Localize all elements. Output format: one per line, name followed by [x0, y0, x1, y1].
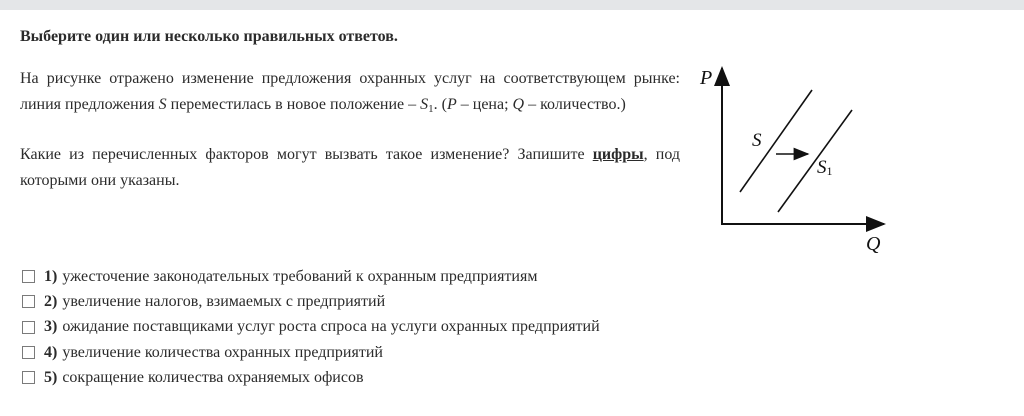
option-text: ожидание поставщиками услуг роста спроса на услуги охранных предприятий: [62, 318, 600, 336]
task-paragraph-1: На рисунке отражено изменение предложения охранных услуг на соответствующем рынке: линия предложения S переместилась в новое положение – $S_1$. (P – цена; Q – количество.): [20, 70, 680, 115]
instruction-text: Выберите один или несколько правильных ответов.: [20, 28, 398, 45]
supply-label-s1: S1: [817, 157, 833, 178]
p-axis-label: P: [700, 67, 713, 89]
q-axis-label: Q: [866, 233, 881, 255]
option-number: 5): [44, 368, 58, 386]
checkbox-option-1[interactable]: [22, 270, 35, 283]
option-text: ужесточение законодательных требований к охранным предприятиям: [62, 267, 538, 285]
supply-shift-graph: [690, 60, 890, 260]
supply-label-s: S: [752, 130, 762, 151]
option-number: 4): [44, 343, 58, 361]
answer-options: [22, 264, 600, 390]
task-paragraph-2: Какие из перечисленных факторов могут вызвать такое изменение? Запишите цифры, под которыми они указаны.: [20, 146, 681, 189]
option-3[interactable]: [22, 315, 600, 340]
option-text: увеличение налогов, взимаемых с предприятий: [62, 292, 386, 310]
checkbox-option-3[interactable]: [22, 321, 35, 334]
option-2[interactable]: [22, 289, 600, 314]
option-5[interactable]: [22, 365, 600, 390]
option-number: 1): [44, 267, 58, 285]
checkbox-option-5[interactable]: [22, 371, 35, 384]
task-text: [20, 66, 680, 194]
option-text: сокращение количества охраняемых офисов: [62, 368, 364, 386]
supply-line-s: [740, 90, 812, 192]
option-text: увеличение количества охранных предприятий: [62, 343, 383, 361]
supply-line-s1: [778, 110, 852, 212]
checkbox-option-2[interactable]: [22, 295, 35, 308]
option-number: 3): [44, 318, 58, 336]
checkbox-option-4[interactable]: [22, 346, 35, 359]
option-4[interactable]: [22, 340, 600, 365]
top-bar: [0, 0, 1024, 10]
option-number: 2): [44, 292, 58, 310]
option-1[interactable]: [22, 264, 600, 289]
